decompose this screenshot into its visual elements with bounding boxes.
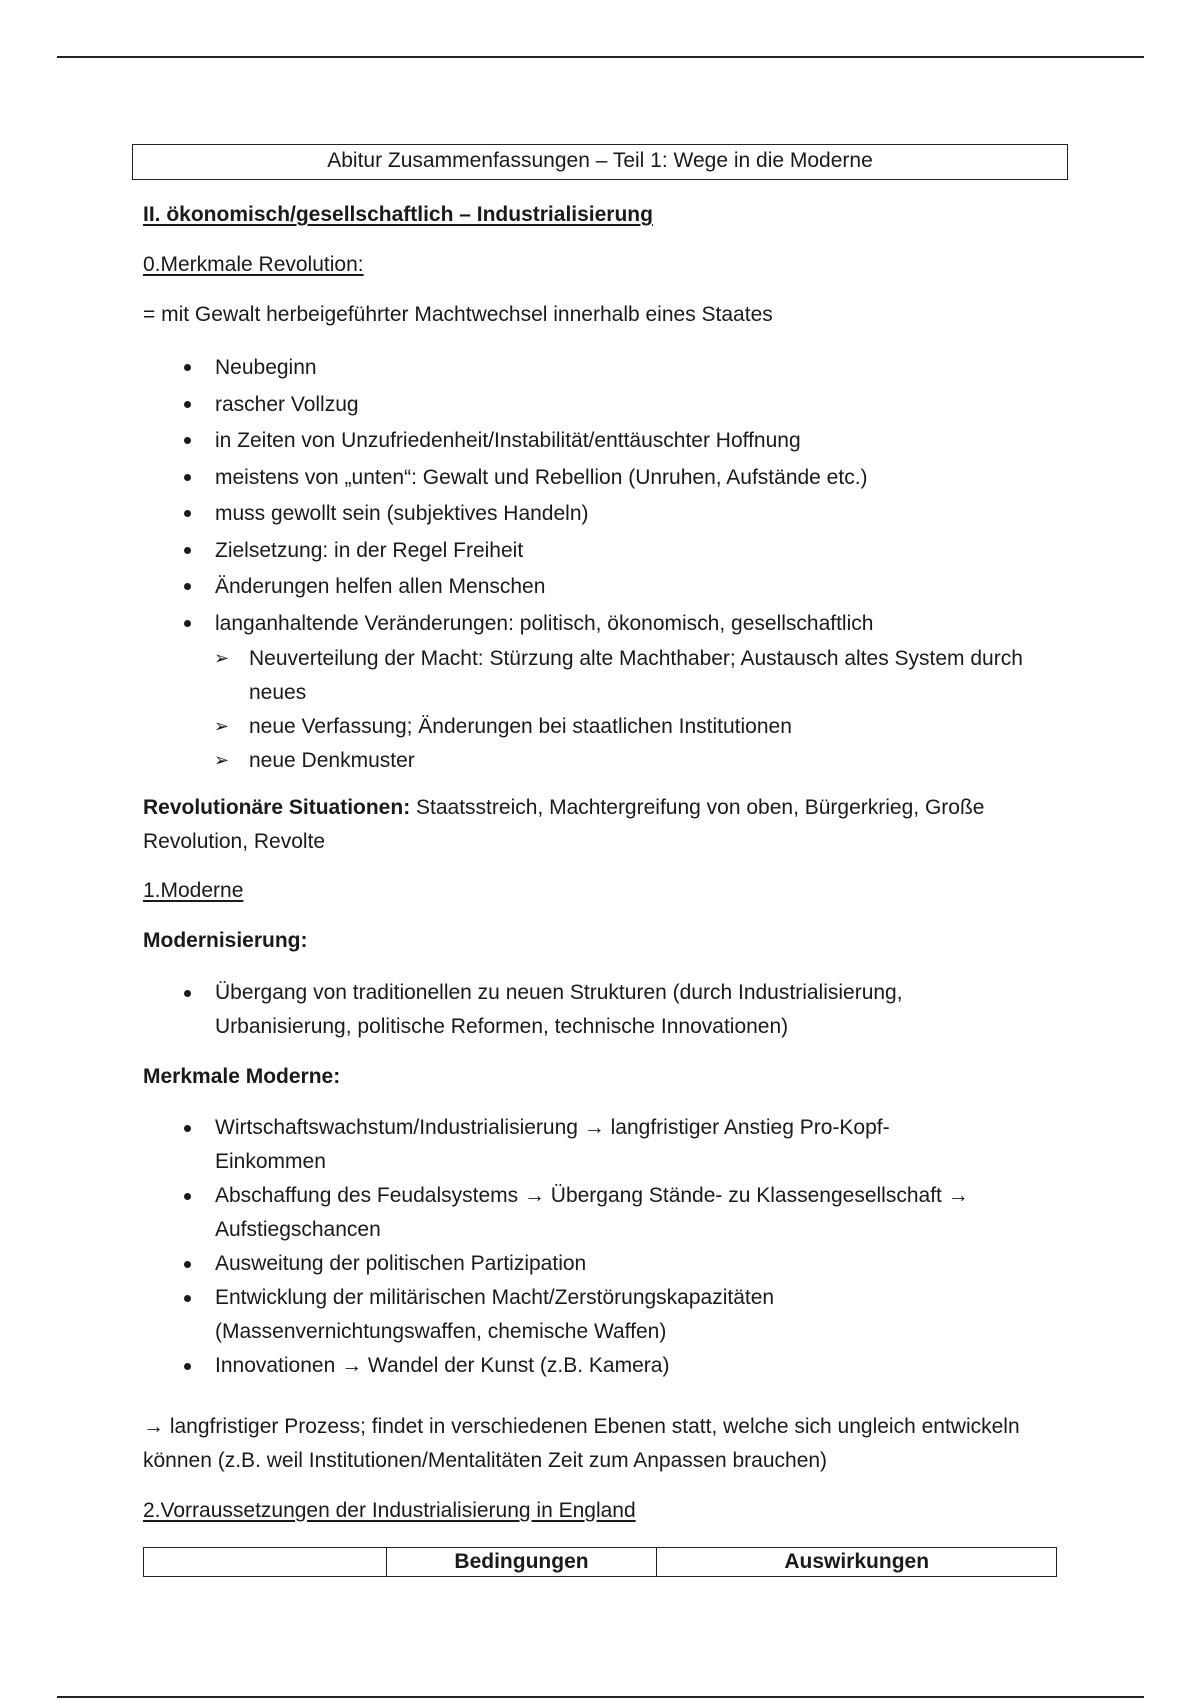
list-item: Änderungen helfen allen Menschen — [143, 569, 1063, 606]
modernisierung-bullet-list — [143, 976, 1003, 1044]
england-heading: 2.Vorraussetzungen der Industrialisierung in England — [143, 1499, 636, 1522]
top-rule — [57, 56, 1144, 58]
sub-list-item: ➢ neue Verfassung; Änderungen bei staatlichen Institutionen — [214, 710, 1063, 744]
modernisierung-label: Modernisierung: — [143, 929, 308, 952]
revolution-sub-bullet-list — [214, 642, 1063, 778]
moderne-conclusion: → langfristiger Prozess; findet in verschiedenen Ebenen statt, welche sich ungleich entwickeln können (z.B. weil Institutionen/Mentalitäten Zeit zum Anpassen brauchen) — [143, 1415, 1020, 1472]
table-header-row — [144, 1548, 1057, 1577]
bottom-rule — [57, 1696, 1144, 1698]
document-title: Abitur Zusammenfassungen – Teil 1: Wege in die Moderne — [132, 144, 1068, 180]
conditions-table — [143, 1547, 1057, 1577]
list-item-text: langanhaltende Veränderungen: politisch, ökonomisch, gesellschaftlich — [215, 611, 874, 635]
list-item — [143, 606, 1063, 643]
list-item: rascher Vollzug — [143, 387, 1063, 424]
sub-list-item: ➢ neue Denkmuster — [214, 744, 1063, 778]
revolution-sub-bullet-wrapper — [143, 642, 1063, 778]
revolution-situations — [143, 791, 1003, 859]
list-item: muss gewollt sein (subjektives Handeln) — [143, 496, 1063, 533]
table-header-auswirkungen: Auswirkungen — [657, 1548, 1057, 1577]
section-heading: II. ökonomisch/gesellschaftlich – Industrialisierung — [143, 203, 653, 226]
list-item: Entwicklung der militärischen Macht/Zerstörungskapazitäten (Massenvernichtungswaffen, chemische Waffen) — [143, 1281, 993, 1349]
merkmale-moderne-bullet-list — [143, 1111, 993, 1383]
table-header-empty — [144, 1548, 387, 1577]
situations-text: Staatsstreich, Machtergreifung von oben, Bürgerkrieg, Große Revolution, Revolte — [143, 796, 985, 853]
situations-label: Revolutionäre Situationen: — [143, 796, 411, 819]
list-item: Neubeginn — [143, 350, 1063, 387]
revolution-definition: = mit Gewalt herbeigeführter Machtwechsel innerhalb eines Staates — [143, 303, 773, 326]
list-item: Innovationen → Wandel der Kunst (z.B. Kamera) — [143, 1349, 993, 1383]
list-item: Zielsetzung: in der Regel Freiheit — [143, 533, 1063, 570]
list-item: Wirtschaftswachstum/Industrialisierung → langfristiger Anstieg Pro-Kopf-Einkommen — [143, 1111, 993, 1179]
list-item: Abschaffung des Feudalsystems → Übergang Stände- zu Klassengesellschaft → Aufstiegschancen — [143, 1179, 993, 1247]
sub-list-item: ➢ Neuverteilung der Macht: Stürzung alte Machthaber; Austausch altes System durch neues — [214, 642, 1063, 710]
list-item: meistens von „unten“: Gewalt und Rebellion (Unruhen, Aufstände etc.) — [143, 460, 1063, 497]
revolution-heading: 0.Merkmale Revolution: — [143, 253, 364, 276]
sub-list-container — [143, 642, 1063, 778]
merkmale-moderne-label: Merkmale Moderne: — [143, 1065, 341, 1088]
list-item: Ausweitung der politischen Partizipation — [143, 1247, 993, 1281]
list-item: in Zeiten von Unzufriedenheit/Instabilität/enttäuschter Hoffnung — [143, 423, 1063, 460]
revolution-bullet-list — [143, 350, 1063, 642]
table-header-bedingungen: Bedingungen — [386, 1548, 657, 1577]
list-item: Übergang von traditionellen zu neuen Strukturen (durch Industrialisierung, Urbanisierung, politische Reformen, technische Innovationen) — [143, 976, 1003, 1044]
moderne-heading: 1.Moderne — [143, 879, 244, 902]
